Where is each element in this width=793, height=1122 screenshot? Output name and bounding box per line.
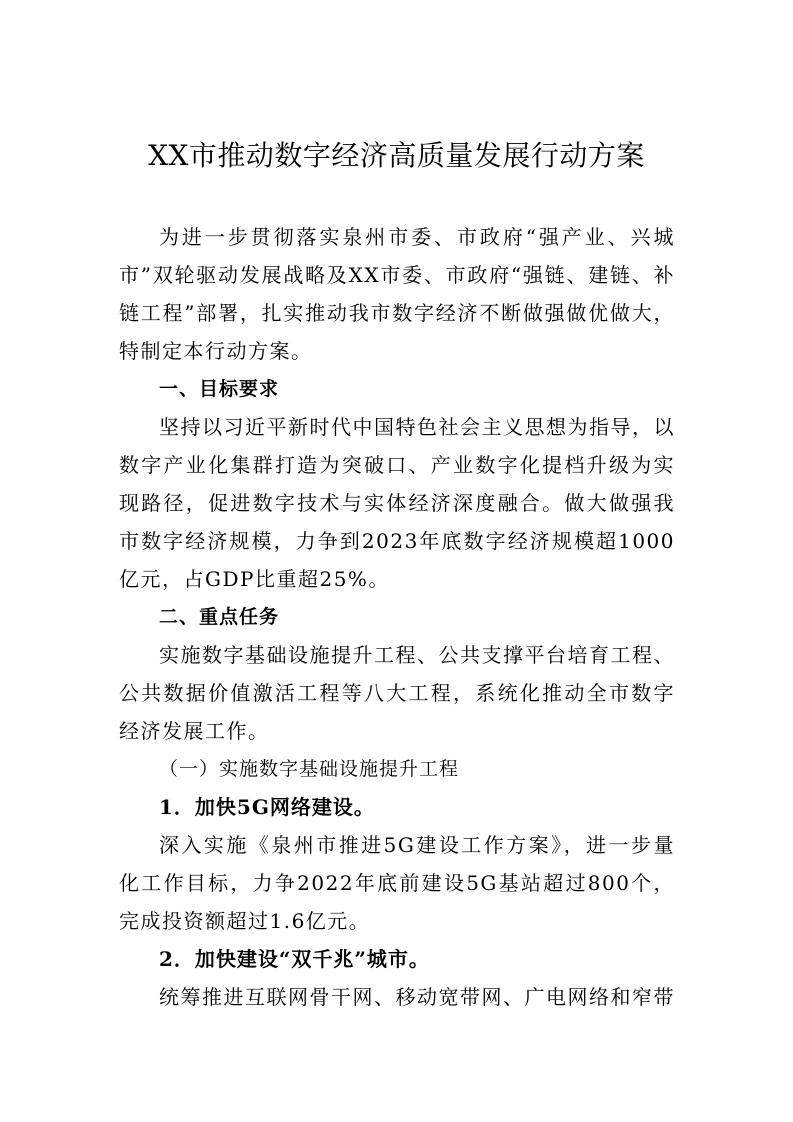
subsection-heading: （一）实施数字基础设施提升工程 [159,758,460,780]
item-heading-gigabit: 2．加快建设“双千兆”城市。 [159,947,430,971]
document-title: XX市推动数字经济高质量发展行动方案 [148,139,645,172]
intro-paragraph: 为进一步贯彻落实泉州市委、市政府“强产业、兴城市”双轮驱动发展战略及XX市委、市政府“强链、建链、补链工程”部署，扎实推动我市数字经济不断做强做优做大，特制定本行动方案。 [119,225,675,363]
section-paragraph-tasks: 实施数字基础设施提升工程、公共支撑平台培育工程、公共数据价值激活工程等八大工程，系统化推动全市数字经济发展工作。 [119,643,675,743]
section-heading-goals: 一、目标要求 [159,378,280,400]
section-heading-tasks: 二、重点任务 [159,606,280,628]
section-paragraph-goals: 坚持以习近平新时代中国特色社会主义思想为指导，以数字产业化集群打造为突破口、产业数字化提档升级为实现路径，促进数字技术与实体经济深度融合。做大做强我市数字经济规模，力争到2023年底数字经济规模超1000亿元，占GDP比重超25%。 [119,415,675,591]
item-paragraph-gigabit: 统筹推进互联网骨干网、移动宽带网、广电网络和窄带 [159,985,675,1009]
item-heading-5g: 1．加快5G网络建设。 [159,795,375,819]
document-body [119,218,675,1016]
item-paragraph-5g: 深入实施《泉州市推进5G建设工作方案》，进一步量化工作目标，力争2022年底前建设5G基站超过800个，完成投资额超过1.6亿元。 [119,833,675,933]
